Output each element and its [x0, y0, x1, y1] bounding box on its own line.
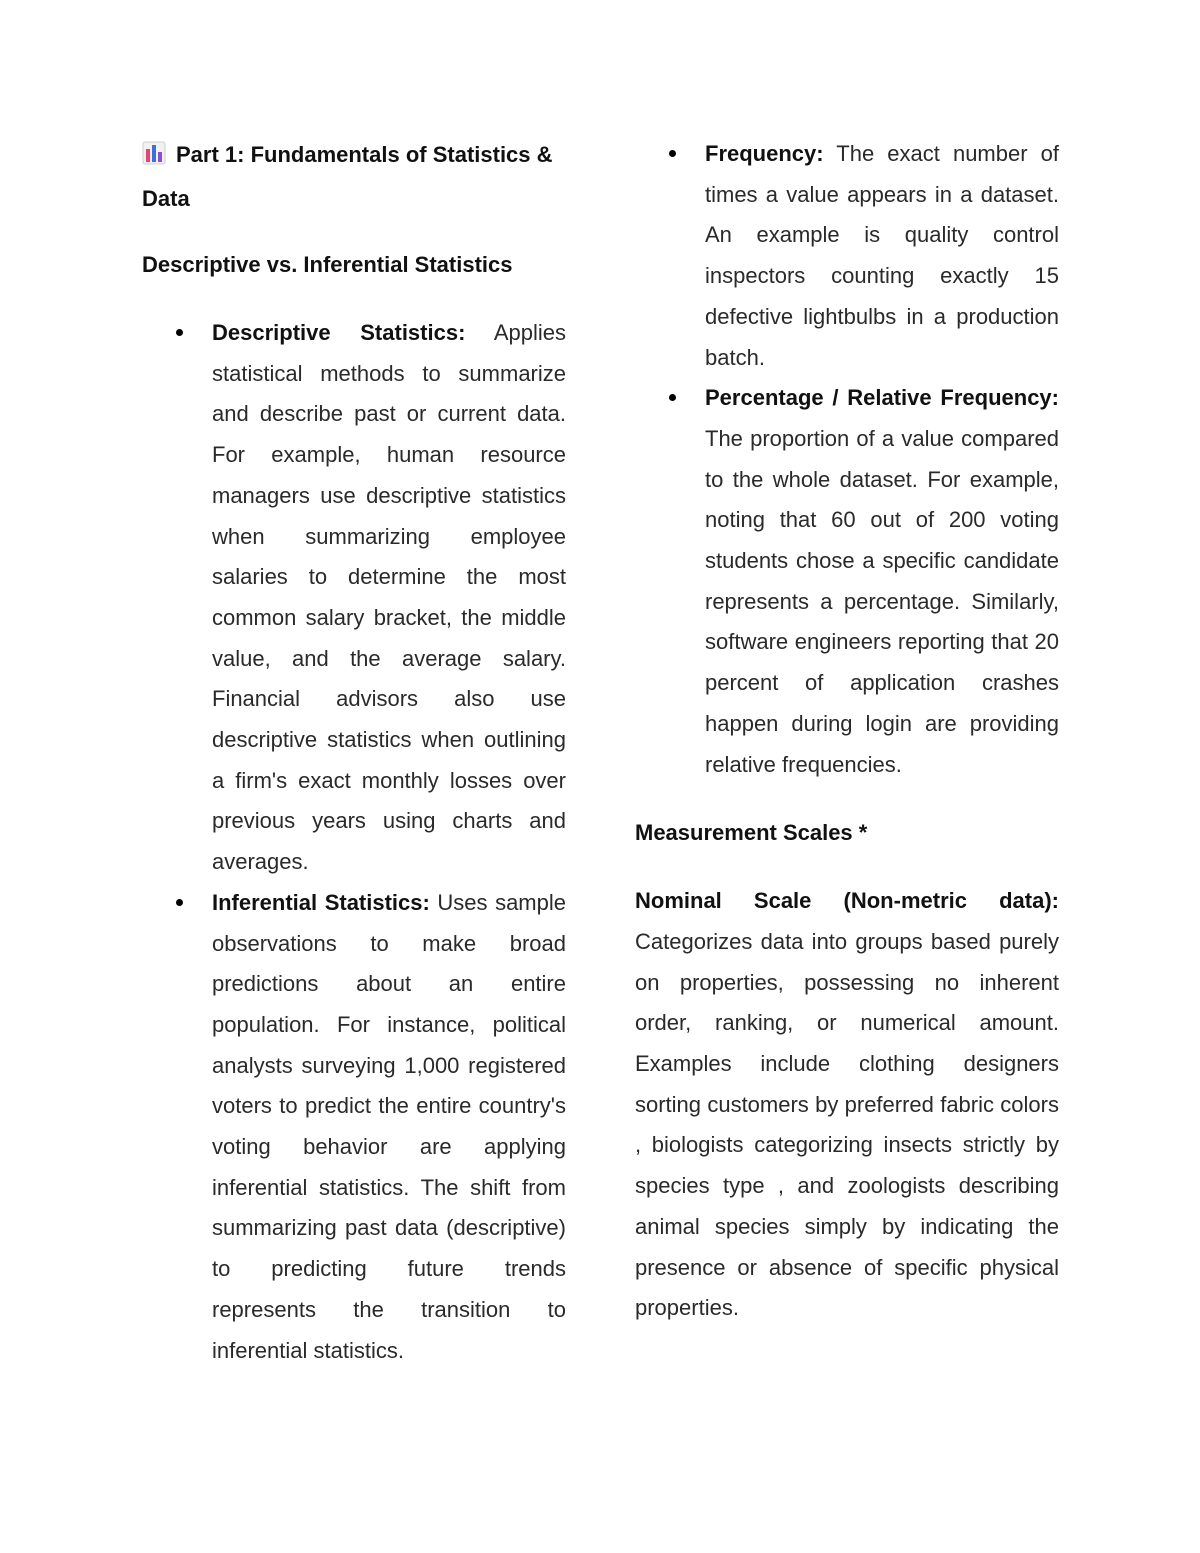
definition-nominal-scale: Categorizes data into groups based purely on properties, possessing no inherent order, ranking, or numerical amount. Examples include clothing designers sorting customers by preferred fabric colors , biologists categorizing insects strictly by species type , and zoologists describing animal species simply by indicating the presence or absence of specific physical properties.: [635, 928, 1059, 1321]
term-descriptive-statistics: Descriptive Statistics:: [212, 320, 466, 345]
definition-descriptive-statistics: Applies statistical methods to summarize and describe past or current data. For example, human resource managers use descriptive statistics when summarizing employee salaries to determine the most common salary bracket, the middle value, and the average salary. Financial advisors also use descriptive statistics when outlining a firm's exact monthly losses over previous years using charts and averages.: [212, 320, 566, 875]
term-frequency: Frequency:: [705, 141, 824, 166]
nominal-scale-paragraph: [635, 881, 1059, 1329]
definition-relative-frequency: The proportion of a value compared to the whole dataset. For example, noting that 60 out of 200 voting students chose a specific candidate represents a percentage. Similarly, software engineers reporting that 20 percent of application crashes happen during login are providing relative frequencies.: [705, 425, 1059, 777]
left-column: [142, 133, 566, 1371]
list-item: [142, 313, 566, 883]
right-column: [635, 134, 1059, 1329]
page-title: [142, 133, 566, 221]
definition-inferential-statistics: Uses sample observations to make broad predictions about an entire population. For instance, political analysts surveying 1,000 registered voters to predict the entire country's voting behavior are applying inferential statistics. The shift from summarizing past data (descriptive) to predicting future trends represents the transition to inferential statistics.: [212, 889, 566, 1363]
bullet-icon: [176, 899, 183, 906]
bullet-icon: [669, 394, 676, 401]
page-title-text: Part 1: Fundamentals of Statistics & Data: [142, 142, 553, 211]
list-item: [635, 378, 1059, 785]
section-heading-descriptive-inferential: Descriptive vs. Inferential Statistics: [142, 252, 513, 277]
section-heading-measurement-scales: Measurement Scales *: [635, 820, 868, 846]
statistics-types-list: [142, 313, 566, 1371]
term-nominal-scale: Nominal Scale (Non-metric data):: [635, 888, 1059, 914]
bullet-icon: [176, 329, 183, 336]
bar-chart-icon: [142, 141, 166, 165]
term-relative-frequency: Percentage / Relative Frequency:: [705, 385, 1059, 411]
definition-frequency: The exact number of times a value appears in a dataset. An example is quality control inspectors counting exactly 15 defective lightbulbs in a production batch.: [705, 141, 1059, 370]
frequency-list: [635, 134, 1059, 785]
list-item: [142, 883, 566, 1371]
term-inferential-statistics: Inferential Statistics:: [212, 889, 430, 915]
list-item: [635, 134, 1059, 378]
bullet-icon: [669, 150, 676, 157]
